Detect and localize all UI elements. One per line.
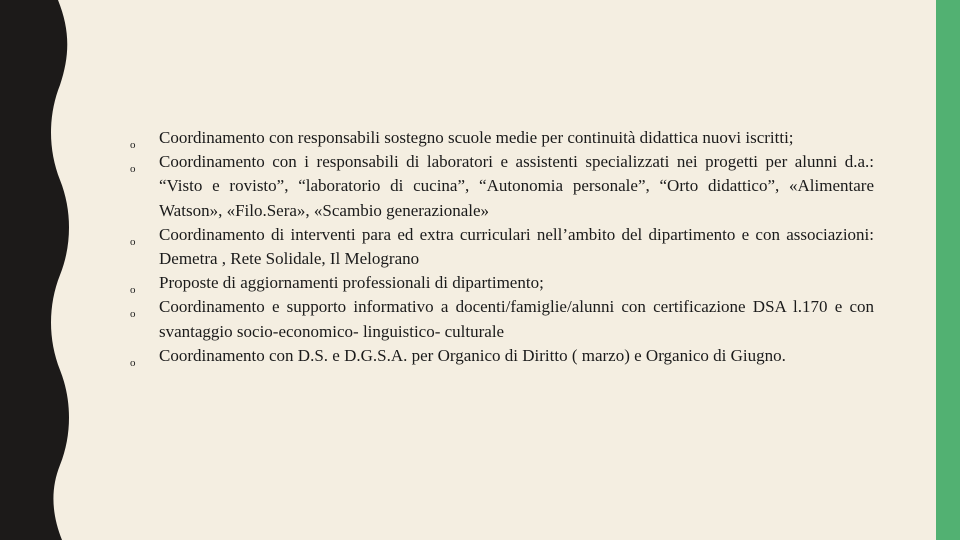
content-area (128, 126, 874, 368)
list-item-text: Coordinamento con responsabili sostegno scuole medie per continuità didattica nuovi iscritti; (159, 128, 794, 147)
bullet-icon: o (130, 139, 136, 151)
bullet-icon: o (130, 284, 136, 297)
list-item (128, 271, 874, 295)
list-item-text: Coordinamento e supporto informativo a docenti/famiglie/alunni con certificazione DSA l.170 e con svantaggio socio-economico- linguistico- culturale (159, 297, 874, 341)
right-accent-bar (936, 0, 960, 540)
bullet-icon: o (130, 308, 136, 321)
list-item-text: Coordinamento di interventi para ed extra curriculari nell’ambito del dipartimento e con associazioni: Demetra , Rete Solidale, Il Melograno (159, 224, 874, 269)
left-wavy-edge (0, 0, 69, 540)
bullet-icon: o (130, 163, 136, 176)
list-item (128, 295, 874, 343)
list-item (128, 223, 874, 271)
list-item-text: Coordinamento con D.S. e D.G.S.A. per Organico di Diritto ( marzo) e Organico di Giugno. (159, 345, 786, 365)
list-item-text: Coordinamento con i responsabili di laboratori e assistenti specializzati nei progetti per alunni d.a.: “Visto e rovisto”, “laboratorio di cucina”, “Autonomia personale”, “Orto didattico”, «Alimentare Watson», «Filo.Sera», «Scambio generazionale» (159, 152, 874, 220)
list-item (128, 344, 874, 368)
bullet-list (128, 126, 874, 368)
left-decorative-band (0, 0, 80, 540)
list-item (128, 150, 874, 223)
list-item (128, 126, 874, 150)
bullet-icon: o (130, 235, 136, 248)
bullet-icon: o (130, 356, 136, 369)
list-item-text: Proposte di aggiornamenti professionali di dipartimento; (159, 273, 544, 293)
